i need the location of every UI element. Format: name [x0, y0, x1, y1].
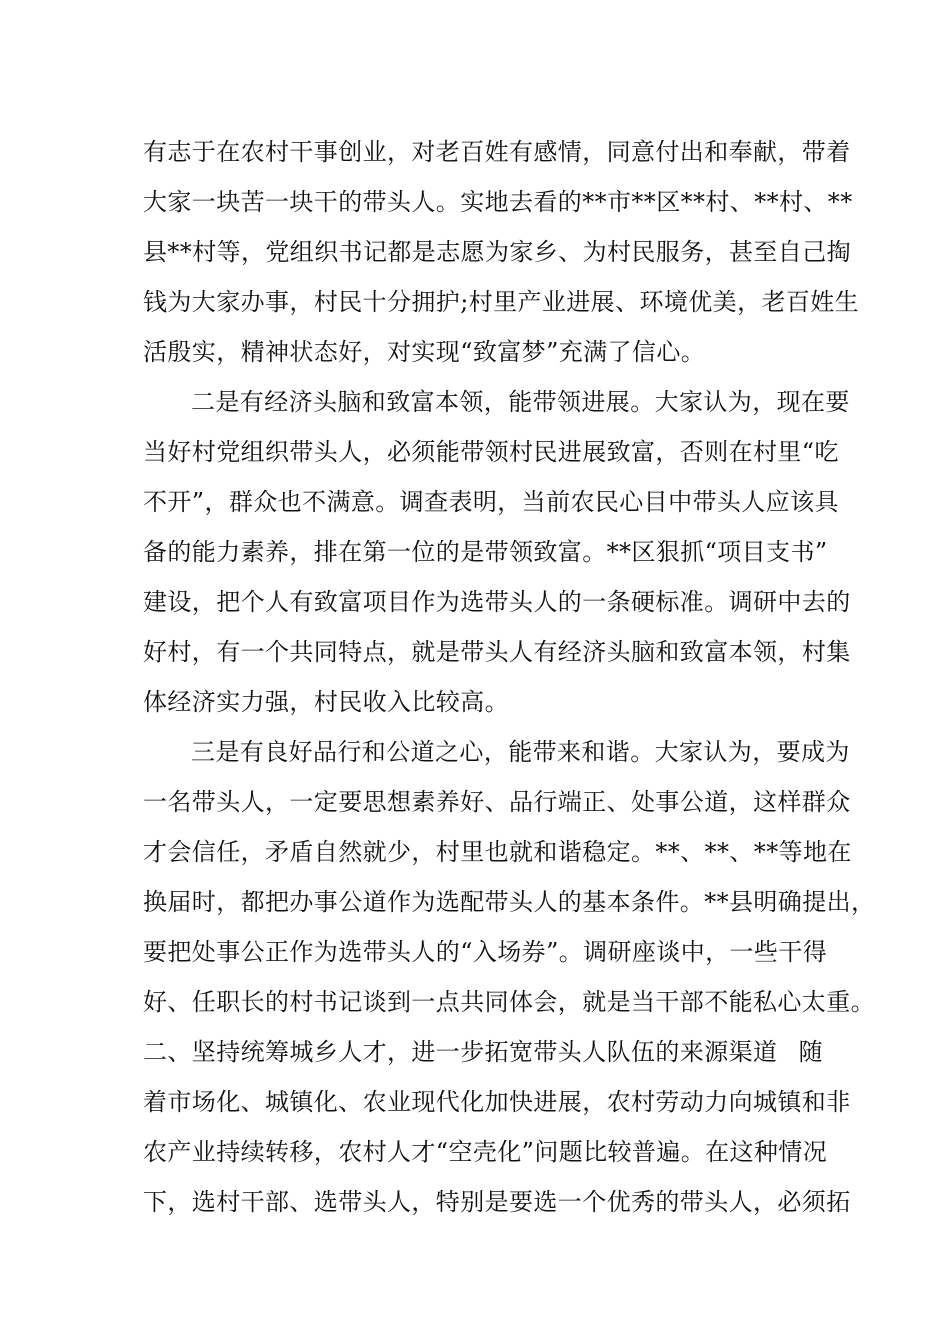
text-line: 钱为大家办事，村民十分拥护;村里产业进展、环境优美，老百姓生	[143, 288, 860, 316]
text-line: 有志于在农村干事创业，对老百姓有感情，同意付出和奉献，带着	[143, 138, 851, 166]
text-line: 才会信任，矛盾自然就少，村里也就和谐稳定。**、**、**等地在	[143, 838, 852, 866]
text-line: 建设，把个人有致富项目作为选带头人的一条硬标准。调研中去的	[143, 588, 851, 616]
text-line: 好、任职长的村书记谈到一点共同体会，就是当干部不能私心太重。	[143, 988, 875, 1016]
text-line: 体经济实力强，村民收入比较高。	[143, 688, 509, 716]
text-line: 换届时，都把办事公道作为选配带头人的基本条件。**县明确提出，	[143, 888, 876, 916]
text-line: 活殷实，精神状态好，对实现“致富梦”充满了信心。	[143, 338, 706, 366]
text-line: 备的能力素养，排在第一位的是带领致富。**区狠抓“项目支书”	[143, 538, 828, 566]
text-line: 下，选村干部、选带头人，特别是要选一个优秀的带头人，必须拓	[143, 1188, 851, 1216]
text-line: 大家一块苦一块干的带头人。实地去看的**市**区**村、**村、**	[143, 188, 853, 216]
text-line: 当好村党组织带头人，必须能带领村民进展致富，否则在村里“吃	[143, 438, 839, 466]
text-line: 县**村等，党组织书记都是志愿为家乡、为村民服务，甚至自己掏	[143, 238, 851, 266]
section-heading-line	[143, 1036, 823, 1068]
text-line: 一名带头人，一定要思想素养好、品行端正、处事公道，这样群众	[143, 788, 851, 816]
paragraph-first-line: 二是有经济头脑和致富本领，能带领进展。大家认为，现在要	[191, 388, 850, 416]
text-line: 农产业持续转移，农村人才“空壳化”问题比较普遍。在这种情况	[143, 1138, 828, 1166]
section-heading: 二、坚持统筹城乡人才，进一步拓宽带头人队伍的来源渠道	[143, 1038, 778, 1066]
paragraph-first-line: 三是有良好品行和公道之心，能带来和谐。大家认为，要成为	[191, 738, 850, 766]
text-line: 要把处事公正作为选带头人的“入场券”。调研座谈中，一些干得	[143, 938, 828, 966]
text-line: 不开”，群众也不满意。调查表明，当前农民心目中带头人应该具	[143, 488, 839, 516]
paragraph-start-text: 随	[798, 1038, 823, 1066]
text-line: 好村，有一个共同特点，就是带头人有经济头脑和致富本领，村集	[143, 638, 851, 666]
text-line: 着市场化、城镇化、农业现代化加快进展，农村劳动力向城镇和非	[143, 1088, 851, 1116]
